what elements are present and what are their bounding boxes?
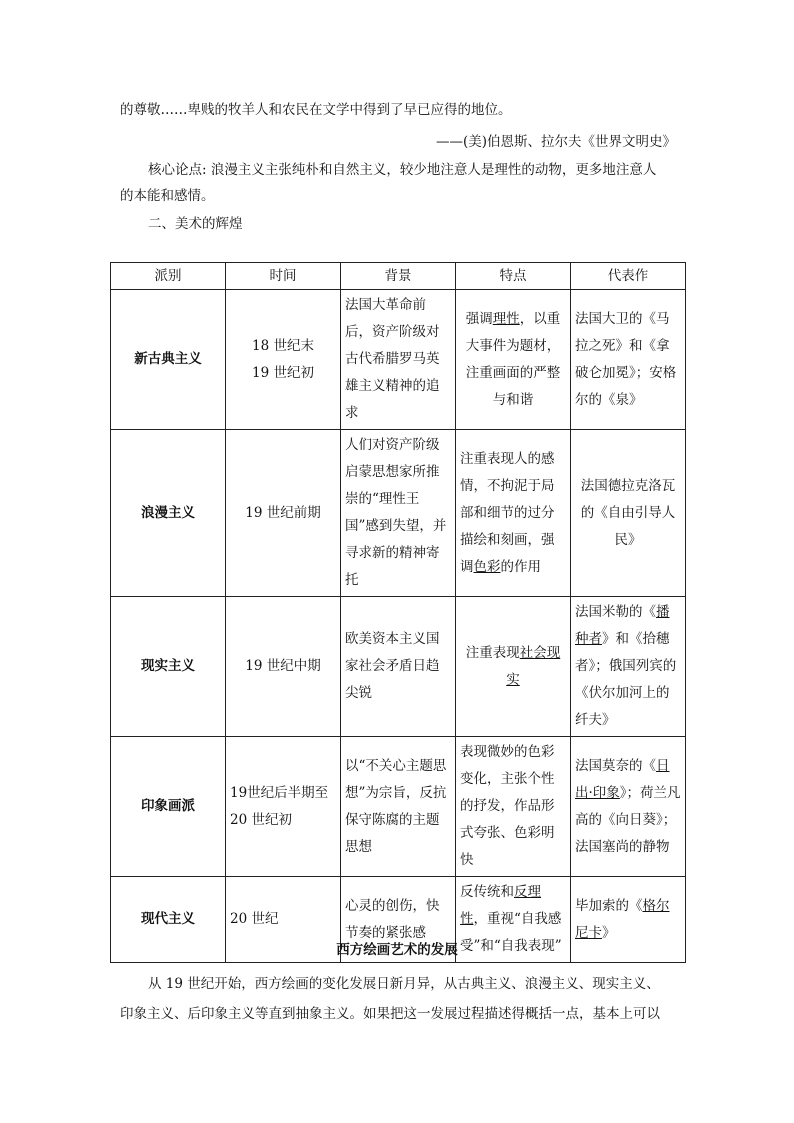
- feature-text: ，以重大事件为题材，注重画面的严整与和谐: [465, 310, 561, 408]
- feature-text: 反传统和: [460, 884, 514, 900]
- school-name: 现代主义: [111, 877, 226, 963]
- works-text: 毕加索的《: [575, 897, 643, 914]
- school-name: 印象画派: [111, 737, 226, 877]
- school-name: 现实主义: [111, 597, 226, 737]
- feature-text: 注重表现人的感情，不拘泥于局部和细节的过分描绘和刻画，强调: [460, 450, 555, 575]
- works-text: 》: [602, 924, 616, 941]
- body-paragraph-cont: 印象主义、后印象主义等直到抽象主义。如果把这一发展过程描述得概括一点，基本上可以: [120, 1006, 660, 1022]
- header-features: 特点: [456, 263, 571, 290]
- school-name: 新古典主义: [111, 290, 226, 430]
- works-text: 法国莫奈的《: [575, 757, 656, 774]
- table-row: [111, 737, 686, 877]
- header-time: 时间: [226, 263, 341, 290]
- time-period: [226, 737, 341, 877]
- time-line: 19 世纪初: [252, 364, 314, 381]
- works-text: 》和《拾穗者》；俄国列宾的《伏尔加河上的纤夫》: [575, 631, 677, 728]
- table-row: [111, 290, 686, 430]
- feature-keyword: 理性: [492, 310, 520, 327]
- time-period: 19 世纪前期: [226, 430, 341, 597]
- time-period: 19 世纪中期: [226, 597, 341, 737]
- works-text: 法国米勒的《: [575, 604, 656, 620]
- background-cell: 心灵的创伤，快节奏的紧张感: [341, 877, 456, 963]
- works-cell: 法国大卫的《马拉之死》和《拿破仑加冕》；安格尔的《泉》: [571, 290, 686, 430]
- feature-text: ，重视“自我感受”和“自我表现”: [460, 911, 562, 954]
- works-text: 》；荷兰凡高的《向日葵》；法国塞尚的静物: [575, 784, 681, 855]
- time-period: [226, 290, 341, 430]
- feature-keyword: 社会现实: [506, 644, 561, 688]
- body-paragraph: 从 19 世纪开始，西方绘画的变化发展日新月异，从古典主义、浪漫主义、现实主义、: [148, 976, 660, 992]
- table-row: [111, 430, 686, 597]
- time-line: 19世纪后半期至: [230, 784, 329, 801]
- time-period: 20 世纪: [226, 877, 341, 963]
- time-line: 18 世纪末: [252, 337, 314, 354]
- features-cell: [456, 597, 571, 737]
- header-works: 代表作: [571, 263, 686, 290]
- background-cell: 欧美资本主义国家社会矛盾日趋尖锐: [341, 597, 456, 737]
- section-heading: 二、美术的辉煌: [148, 216, 243, 232]
- works-title: 播种者: [575, 604, 670, 647]
- table-header-row: [111, 263, 686, 290]
- works-cell: 法国德拉克洛瓦的《自由引导人民》: [571, 430, 686, 597]
- school-name: 浪漫主义: [111, 430, 226, 597]
- feature-text: 的作用: [500, 558, 541, 575]
- works-title: 日出·印象: [575, 757, 670, 801]
- background-cell: 法国大革命前后，资产阶级对古代希腊罗马英雄主义精神的追求: [341, 290, 456, 430]
- table-row: [111, 597, 686, 737]
- quote-attribution: ——(美)伯恩斯、拉尔夫《世界文明史》: [435, 134, 676, 150]
- feature-text: 注重表现: [465, 644, 520, 661]
- background-cell: 人们对资产阶级启蒙思想家所推崇的“理性王国”感到失望，并寻求新的精神寄托: [341, 430, 456, 597]
- art-schools-table: [110, 262, 686, 963]
- core-argument: 核心论点: 浪漫主义主张纯朴和自然主义，较少地注意人是理性的动物，更多地注意人: [148, 162, 657, 178]
- feature-keyword: 色彩: [473, 558, 501, 575]
- intro-line: 的尊敬……卑贱的牧羊人和农民在文学中得到了早已应得的地位。: [120, 102, 512, 118]
- header-school: 派别: [111, 263, 226, 290]
- background-cell: 以“不关心主题思想”为宗旨，反抗保守陈腐的主题思想: [341, 737, 456, 877]
- time-line: 20 世纪初: [230, 811, 292, 828]
- header-background: 背景: [341, 263, 456, 290]
- section-title: 西方绘画艺术的发展: [336, 942, 458, 958]
- feature-keyword: 反理性: [460, 884, 541, 927]
- features-cell: [456, 290, 571, 430]
- works-cell: [571, 737, 686, 877]
- works-title: 格尔尼卡: [575, 897, 670, 941]
- works-cell: [571, 597, 686, 737]
- features-cell: 表现微妙的色彩变化，主张个性的抒发，作品形式夸张、色彩明快: [456, 737, 571, 877]
- features-cell: [456, 430, 571, 597]
- feature-text: 强调: [465, 310, 493, 327]
- core-argument-cont: 的本能和感情。: [120, 188, 215, 204]
